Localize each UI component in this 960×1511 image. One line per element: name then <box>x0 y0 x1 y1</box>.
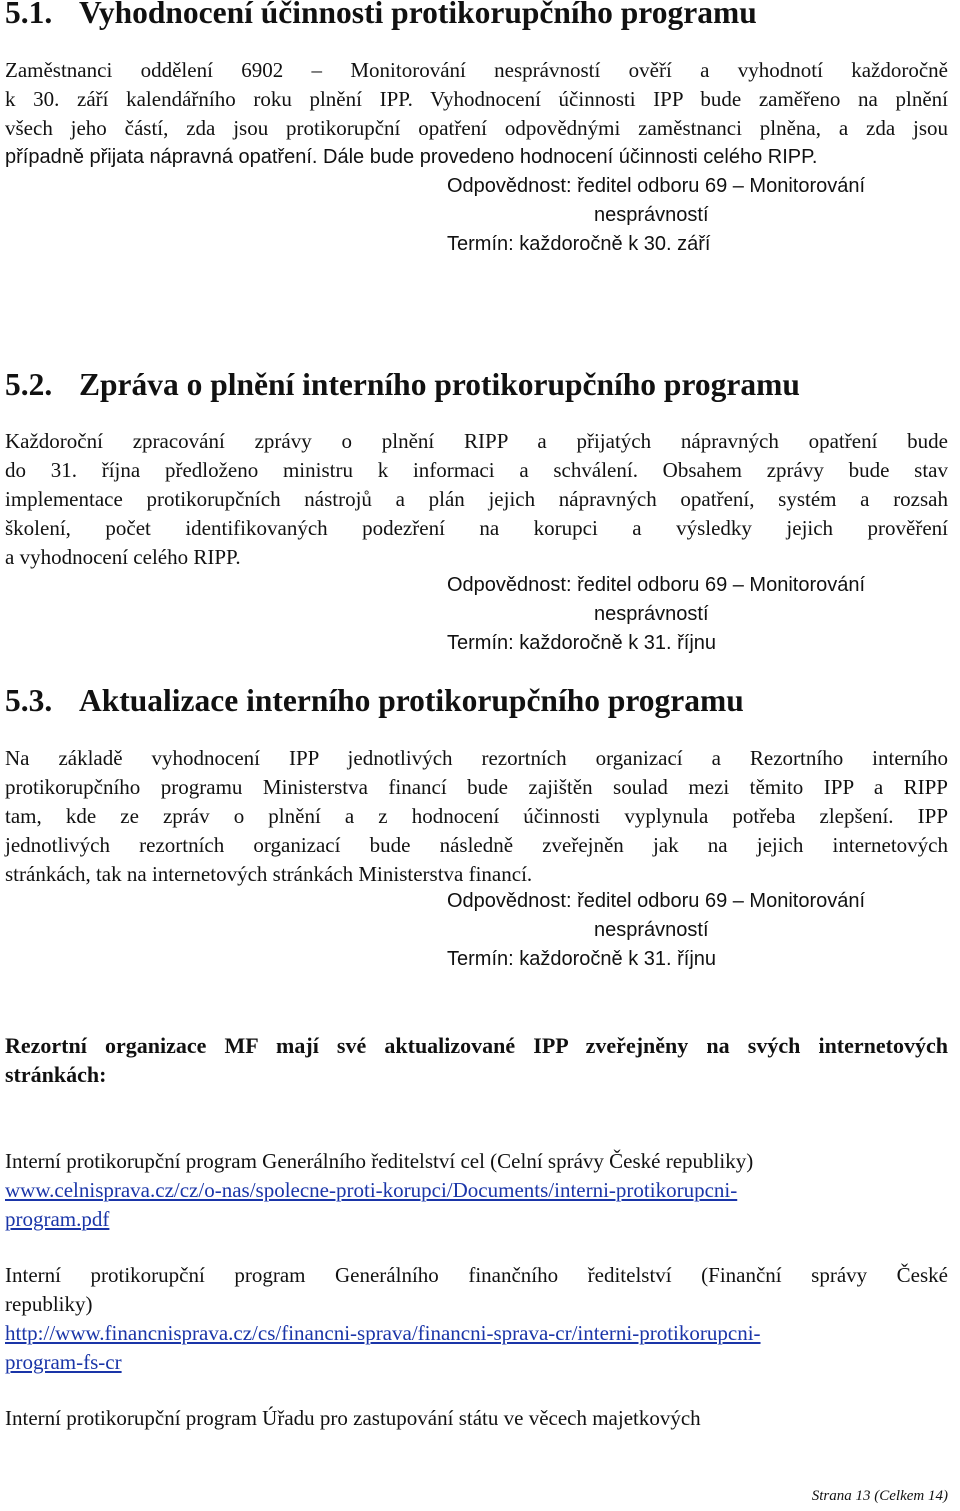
responsibility-line: Odpovědnost: ředitel odboru 69 – Monitorování <box>447 890 866 912</box>
paragraph-line: tam, kde ze zpráv o plnění a z hodnocení účinnosti vyplynula potřeba zlepšení. IPP <box>5 804 948 828</box>
paragraph-line: případně přijata nápravná opatření. Dále bude provedeno hodnocení účinnosti celého RIPP. <box>5 146 818 168</box>
section-5-2-heading <box>5 367 800 402</box>
ipp-item-title: Interní protikorupční program Generálního ředitelství cel (Celní správy České republiky) <box>5 1149 754 1173</box>
responsibility-line: Odpovědnost: ředitel odboru 69 – Monitorování <box>447 175 866 197</box>
paragraph-line: do 31. října předloženo ministru k informaci a schválení. Obsahem zprávy bude stav <box>5 458 948 482</box>
section-title: Zpráva o plnění interního protikorupčního programu <box>79 367 800 402</box>
paragraph-line: k 30. září kalendářního roku plnění IPP. Vyhodnocení účinnosti IPP bude zaměřeno na plnění <box>5 87 948 111</box>
ipp-item-link[interactable]: http://www.financnisprava.cz/cs/financni-sprava/financni-sprava-cr/interni-protikorupcni- <box>5 1321 761 1345</box>
section-5-1-heading <box>5 0 757 30</box>
paragraph-line: všech jeho částí, zda jsou protikorupční opatření odpovědnými zaměstnanci plněna, a zda jsou <box>5 116 948 140</box>
section-5-3-paragraph <box>5 744 948 889</box>
ipp-item-link[interactable]: program.pdf <box>5 1207 110 1231</box>
responsibility-line: nesprávností <box>594 919 709 941</box>
rezort-heading <box>5 1031 948 1089</box>
responsibility-line: nesprávností <box>594 204 709 226</box>
ipp-item-title: Interní protikorupční program Generálního finančního ředitelství (Finanční správy České <box>5 1263 948 1287</box>
deadline-line: Termín: každoročně k 30. září <box>447 233 711 255</box>
ipp-item-title: republiky) <box>5 1292 93 1316</box>
section-5-1-responsibility <box>447 172 927 259</box>
section-5-2-responsibility <box>447 571 927 658</box>
ipp-item-link[interactable]: www.celnisprava.cz/cz/o-nas/spolecne-proti-korupci/Documents/interni-protikorupcni- <box>5 1178 738 1202</box>
deadline-line: Termín: každoročně k 31. říjnu <box>447 632 717 654</box>
paragraph-line: jednotlivých rezortních organizací bude následně zveřejněn jak na jejich internetových <box>5 833 948 857</box>
paragraph-line: protikorupčního programu Ministerstva financí bude zajištěn soulad mezi těmito IPP a RIPP <box>5 775 948 799</box>
section-title: Vyhodnocení účinnosti protikorupčního programu <box>79 0 757 30</box>
section-number: 5.1. <box>5 0 53 30</box>
rezort-heading-line: stránkách: <box>5 1062 107 1087</box>
ipp-item-link[interactable]: program-fs-cr <box>5 1350 122 1374</box>
section-5-3-heading <box>5 683 744 718</box>
responsibility-line: Odpovědnost: ředitel odboru 69 – Monitorování <box>447 574 866 596</box>
section-title: Aktualizace interního protikorupčního programu <box>79 683 744 718</box>
section-number: 5.2. <box>5 367 53 402</box>
paragraph-line: stránkách, tak na internetových stránkách Ministerstva financí. <box>5 862 533 886</box>
section-5-3-responsibility <box>447 887 927 974</box>
paragraph-line: Každoroční zpracování zprávy o plnění RIPP a přijatých nápravných opatření bude <box>5 429 948 453</box>
ipp-item-customs <box>5 1147 948 1234</box>
ipp-item-financial <box>5 1261 948 1377</box>
deadline-line: Termín: každoročně k 31. říjnu <box>447 948 717 970</box>
ipp-item-title: Interní protikorupční program Úřadu pro zastupování státu ve věcech majetkových <box>5 1406 701 1430</box>
section-5-2-paragraph <box>5 427 948 572</box>
ipp-item-state-property <box>5 1404 948 1433</box>
section-5-1-paragraph <box>5 56 948 172</box>
paragraph-line: Na základě vyhodnocení IPP jednotlivých rezortních organizací a Rezortního interního <box>5 746 948 770</box>
section-number: 5.3. <box>5 683 53 718</box>
paragraph-line: Zaměstnanci oddělení 6902 – Monitorování nesprávností ověří a vyhodnotí každoročně <box>5 58 948 82</box>
paragraph-line: a vyhodnocení celého RIPP. <box>5 545 241 569</box>
responsibility-line: nesprávností <box>594 603 709 625</box>
rezort-heading-line: Rezortní organizace MF mají své aktualizované IPP zveřejněny na svých internetových <box>5 1033 948 1058</box>
paragraph-line: školení, počet identifikovaných podezření na korupci a výsledky jejich prověření <box>5 516 948 540</box>
page-footer: Strana 13 (Celkem 14) <box>811 1488 948 1504</box>
paragraph-line: implementace protikorupčních nástrojů a plán jejich nápravných opatření, systém a rozsah <box>5 487 948 511</box>
